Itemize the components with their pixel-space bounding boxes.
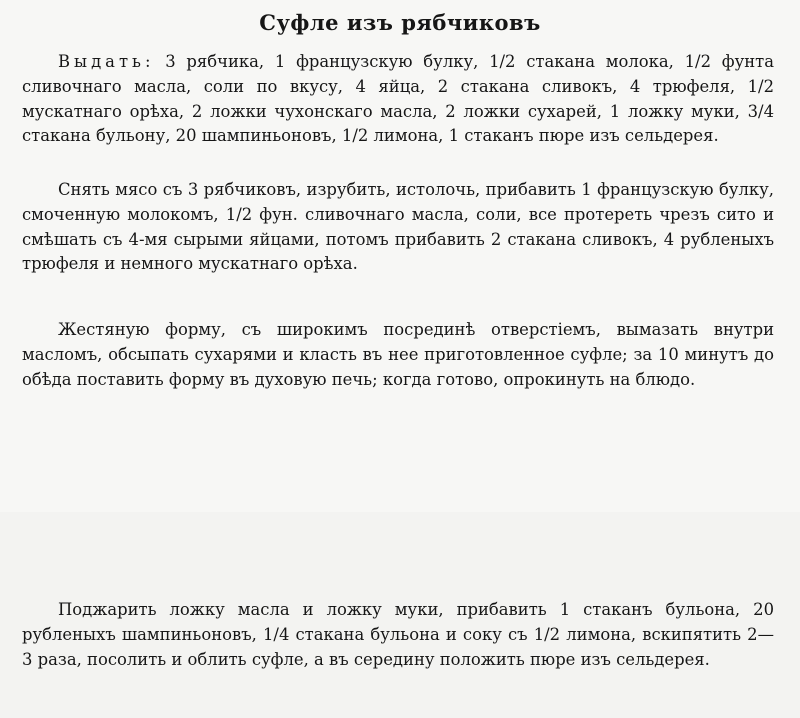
preparation-paragraph [22,178,774,277]
recipe-title: Суфле изъ рябчиковъ [259,10,541,35]
ingredients-lead: Выдать: [58,52,155,71]
preparation-text: Снять мясо съ 3 рябчиковъ, изрубить, истолочь, прибавить 1 французскую булку, смоченную молокомъ, 1/2 фун. сливочнаго масла, соли, все протереть чрезъ сито и смѣшать съ 4-мя сырыми яйцами, потомъ прибавить 2 стакана сливокъ, 4 рубленыхъ трюфеля и немного мускатнаго орѣха. [22,180,774,274]
ingredients-text: 3 рябчика, 1 французскую булку, 1/2 стакана молока, 1/2 фунта сливочнаго масла, соли по вкусу, 4 яйца, 2 стакана сливокъ, 4 трюфеля, 1/2 мускатнаго орѣха, 2 ложки чухонскаго масла, 2 ложки сухарей, 1 ложку муки, 3/4 стакана бульону, 20 шампиньоновъ, 1/2 лимона, 1 стаканъ пюре изъ сельдерея. [22,52,774,146]
baking-text: Жестяную форму, съ широкимъ посрединѣ отверстiемъ, вымазать внутри масломъ, обсыпать сухарями и класть въ нее приготовленное суфле; за 10 минутъ до обѣда поставить форму въ духовую печь; когда готово, опрокинуть на блюдо. [22,320,774,389]
sauce-text: Поджарить ложку масла и ложку муки, прибавить 1 стаканъ бульона, 20 рубленыхъ шампиньоновъ, 1/4 стакана бульона и соку съ 1/2 лимона, вскипятить 2—3 раза, посолить и облить суфле, а въ середину положить пюре изъ сельдерея. [22,600,774,669]
ingredients-paragraph [22,50,774,149]
sauce-paragraph [22,598,774,672]
baking-paragraph [22,318,774,392]
